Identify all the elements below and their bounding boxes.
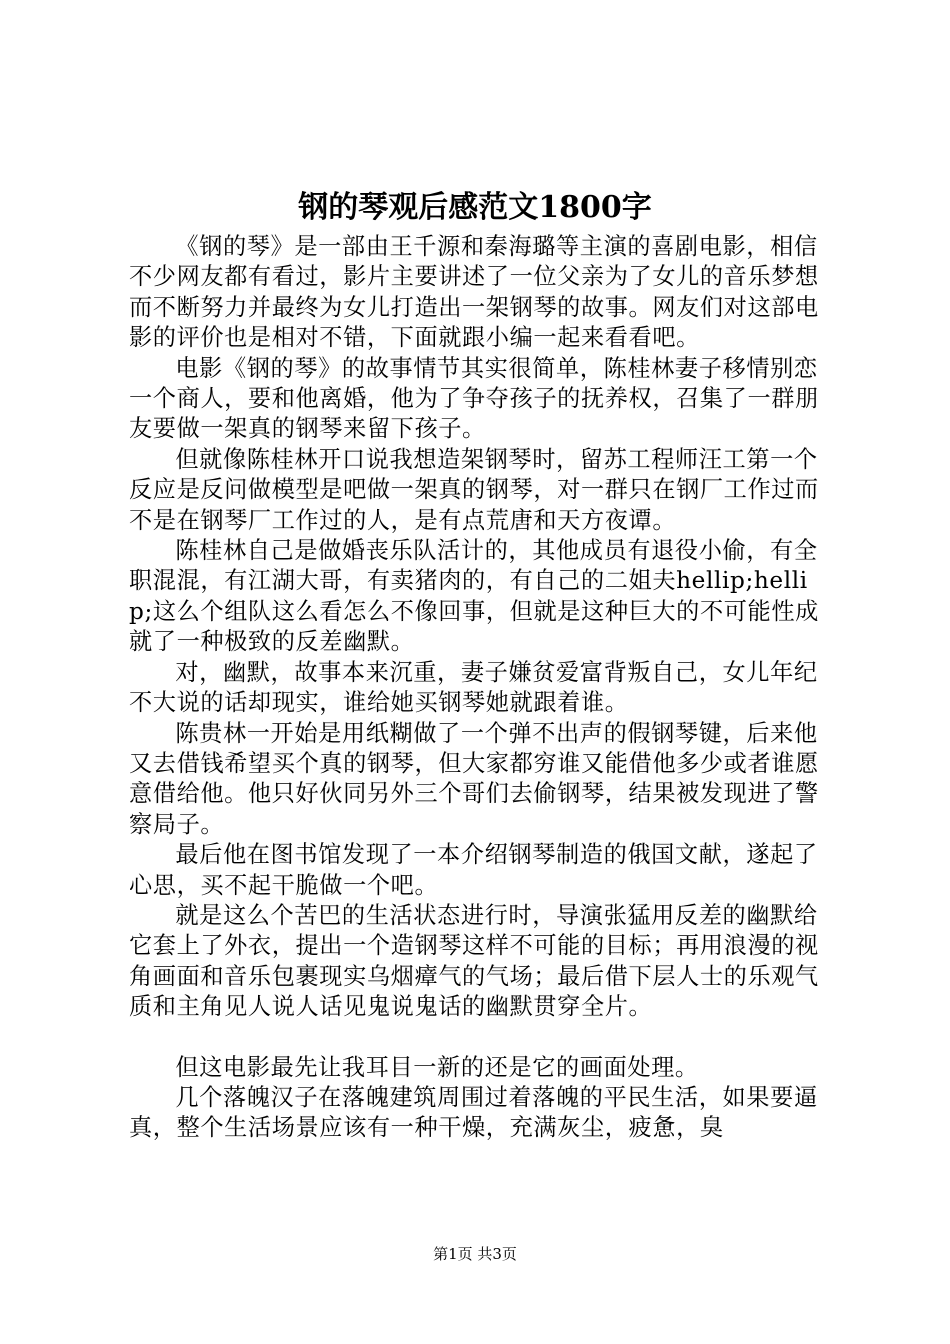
paragraph: 电影《钢的琴》的故事情节其实很简单，陈桂林妻子移情别恋一个商人，要和他离婚，他为了争夺孩子的抚养权，召集了一群朋友要做一架真的钢琴来留下孩子。	[129, 354, 819, 443]
page-number-footer: 第1页 共3页	[433, 1245, 517, 1263]
paragraph: 但就像陈桂林开口说我想造架钢琴时，留苏工程师汪工第一个反应是反问做模型是吧做一架真的钢琴，对一群只在钢厂工作过而不是在钢琴厂工作过的人，是有点荒唐和天方夜谭。	[129, 445, 819, 534]
paragraph: 陈贵林一开始是用纸糊做了一个弹不出声的假钢琴键，后来他又去借钱希望买个真的钢琴，但大家都穷谁又能借他多少或者谁愿意借给他。他只好伙同另外三个哥们去偷钢琴，结果被发现进了警察局子。	[129, 719, 819, 838]
document-body	[129, 232, 829, 1144]
paragraph: 几个落魄汉子在落魄建筑周围过着落魄的平民生活，如果要逼真，整个生活场景应该有一种干燥，充满灰尘，疲惫，臭	[129, 1083, 818, 1142]
paragraph: 最后他在图书馆发现了一本介绍钢琴制造的俄国文献，遂起了心思，买不起干脆做一个吧。	[129, 841, 818, 899]
paragraph: 对，幽默，故事本来沉重，妻子嫌贫爱富背叛自己，女儿年纪不大说的话却现实，谁给她买钢琴她就跟着谁。	[129, 658, 818, 717]
paragraph: 陈桂林自己是做婚丧乐队活计的，其他成员有退役小偷，有全职混混，有江湖大哥，有卖猪肉的，有自己的二姐夫hellip;hellip;这么个组队这么看怎么不像回事，但就是这种巨大的不可能性成就了一种极致的反差幽默。	[129, 537, 819, 656]
document-title: 钢的琴观后感范文1800字	[298, 190, 652, 225]
paragraph: 《钢的琴》是一部由王千源和秦海璐等主演的喜剧电影，相信不少网友都有看过，影片主要讲述了一位父亲为了女儿的音乐梦想而不断努力并最终为女儿打造出一架钢琴的故事。网友们对这部电影的评价也是相对不错，下面就跟小编一起来看看吧。	[129, 233, 819, 352]
paragraph: 就是这么个苦巴的生活状态进行时，导演张猛用反差的幽默给它套上了外衣，提出一个造钢琴这样不可能的目标；再用浪漫的视角画面和音乐包裹现实乌烟瘴气的气场；最后借下层人士的乐观气质和主角见人说人话见鬼说鬼话的幽默贯穿全片。	[129, 901, 819, 1021]
paragraph: 但这电影最先让我耳目一新的还是它的画面处理。	[175, 1053, 699, 1081]
